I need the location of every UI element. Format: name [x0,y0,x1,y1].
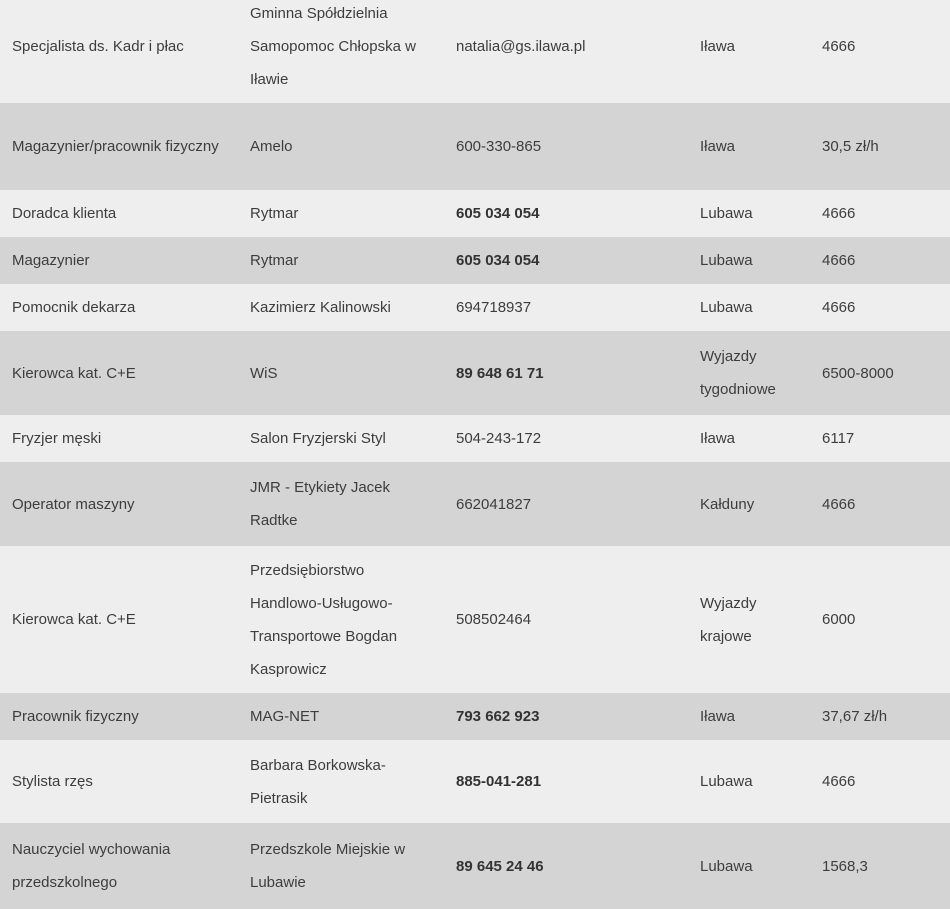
job-location: Lubawa [700,773,753,790]
table-row [0,546,950,693]
contact-info: 89 645 24 46 [456,857,544,875]
employer-name: Przedsiębiorstwo Handlowo-Usługowo-Transportowe Bogdan Kasprowicz [250,561,398,678]
table-row [0,462,950,546]
table-row [0,103,950,190]
contact-info: 504-243-172 [456,430,542,447]
job-location: Wyjazdy krajowe [700,594,757,645]
employer-name: Przedszkole Miejskie w Lubawie [250,841,406,891]
employer-name: WiS [250,364,278,382]
employer-name: MAG-NET [250,708,320,725]
table-row [0,190,950,237]
job-position: Operator maszyny [12,495,135,513]
employer-name: Rytmar [250,205,299,222]
contact-info: 793 662 923 [456,708,540,725]
table-row [0,823,950,909]
employer-name: Salon Fryzjerski Styl [250,430,386,447]
job-position: Stylista rzęs [12,773,93,790]
contact-info: 508502464 [456,611,532,628]
contact-info: 662041827 [456,495,532,513]
employer-name: Kazimierz Kalinowski [250,299,391,316]
employer-name: Rytmar [250,252,299,269]
salary-value: 37,67 zł/h [822,708,888,725]
salary-value: 4666 [822,205,856,222]
contact-info: 600-330-865 [456,138,542,155]
employer-name: Barbara Borkowska-Pietrasik [250,756,386,807]
table-row [0,237,950,284]
job-position: Nauczyciel wychowania przedszkolnego [12,841,171,891]
salary-value: 30,5 zł/h [822,138,879,155]
job-position: Fryzjer męski [12,430,102,447]
job-position: Kierowca kat. C+E [12,611,136,628]
job-location: Lubawa [700,299,753,316]
contact-info: 885-041-281 [456,773,542,790]
table-row [0,693,950,740]
table-row [0,0,950,103]
salary-value: 4666 [822,299,856,316]
contact-info: natalia@gs.ilawa.pl [456,38,586,55]
salary-value: 4666 [822,252,856,269]
job-position: Pracownik fizyczny [12,708,139,725]
job-position: Kierowca kat. C+E [12,364,136,382]
job-location: Lubawa [700,857,753,875]
employer-name: Gminna Spółdzielnia Samopomoc Chłopska w Iławie [250,5,416,88]
job-position: Magazynier [12,252,90,269]
job-location: Lubawa [700,252,753,269]
job-position: Specjalista ds. Kadr i płac [12,38,184,55]
job-position: Magazynier/pracownik fizyczny [12,138,219,155]
job-location: Iława [700,430,736,447]
job-location: Kałduny [700,495,755,513]
employer-name: Amelo [250,138,293,155]
contact-info: 605 034 054 [456,252,540,269]
salary-value: 4666 [822,38,856,55]
job-location: Iława [700,708,736,725]
contact-info: 694718937 [456,299,532,316]
salary-value: 1568,3 [822,857,868,875]
salary-value: 4666 [822,495,856,513]
job-location: Wyjazdy tygodniowe [700,348,776,398]
salary-value: 6000 [822,611,856,628]
job-position: Pomocnik dekarza [12,299,136,316]
table-row [0,284,950,331]
table-row [0,331,950,415]
salary-value: 4666 [822,773,856,790]
contact-info: 605 034 054 [456,205,540,222]
employer-name: JMR - Etykiety Jacek Radtke [250,479,391,529]
salary-value: 6117 [822,430,855,447]
job-location: Iława [700,38,736,55]
job-location: Lubawa [700,205,753,222]
table-row [0,415,950,462]
contact-info: 89 648 61 71 [456,364,544,382]
job-position: Doradca klienta [12,205,117,222]
table-row [0,740,950,823]
salary-value: 6500-8000 [822,364,894,382]
job-location: Iława [700,138,736,155]
